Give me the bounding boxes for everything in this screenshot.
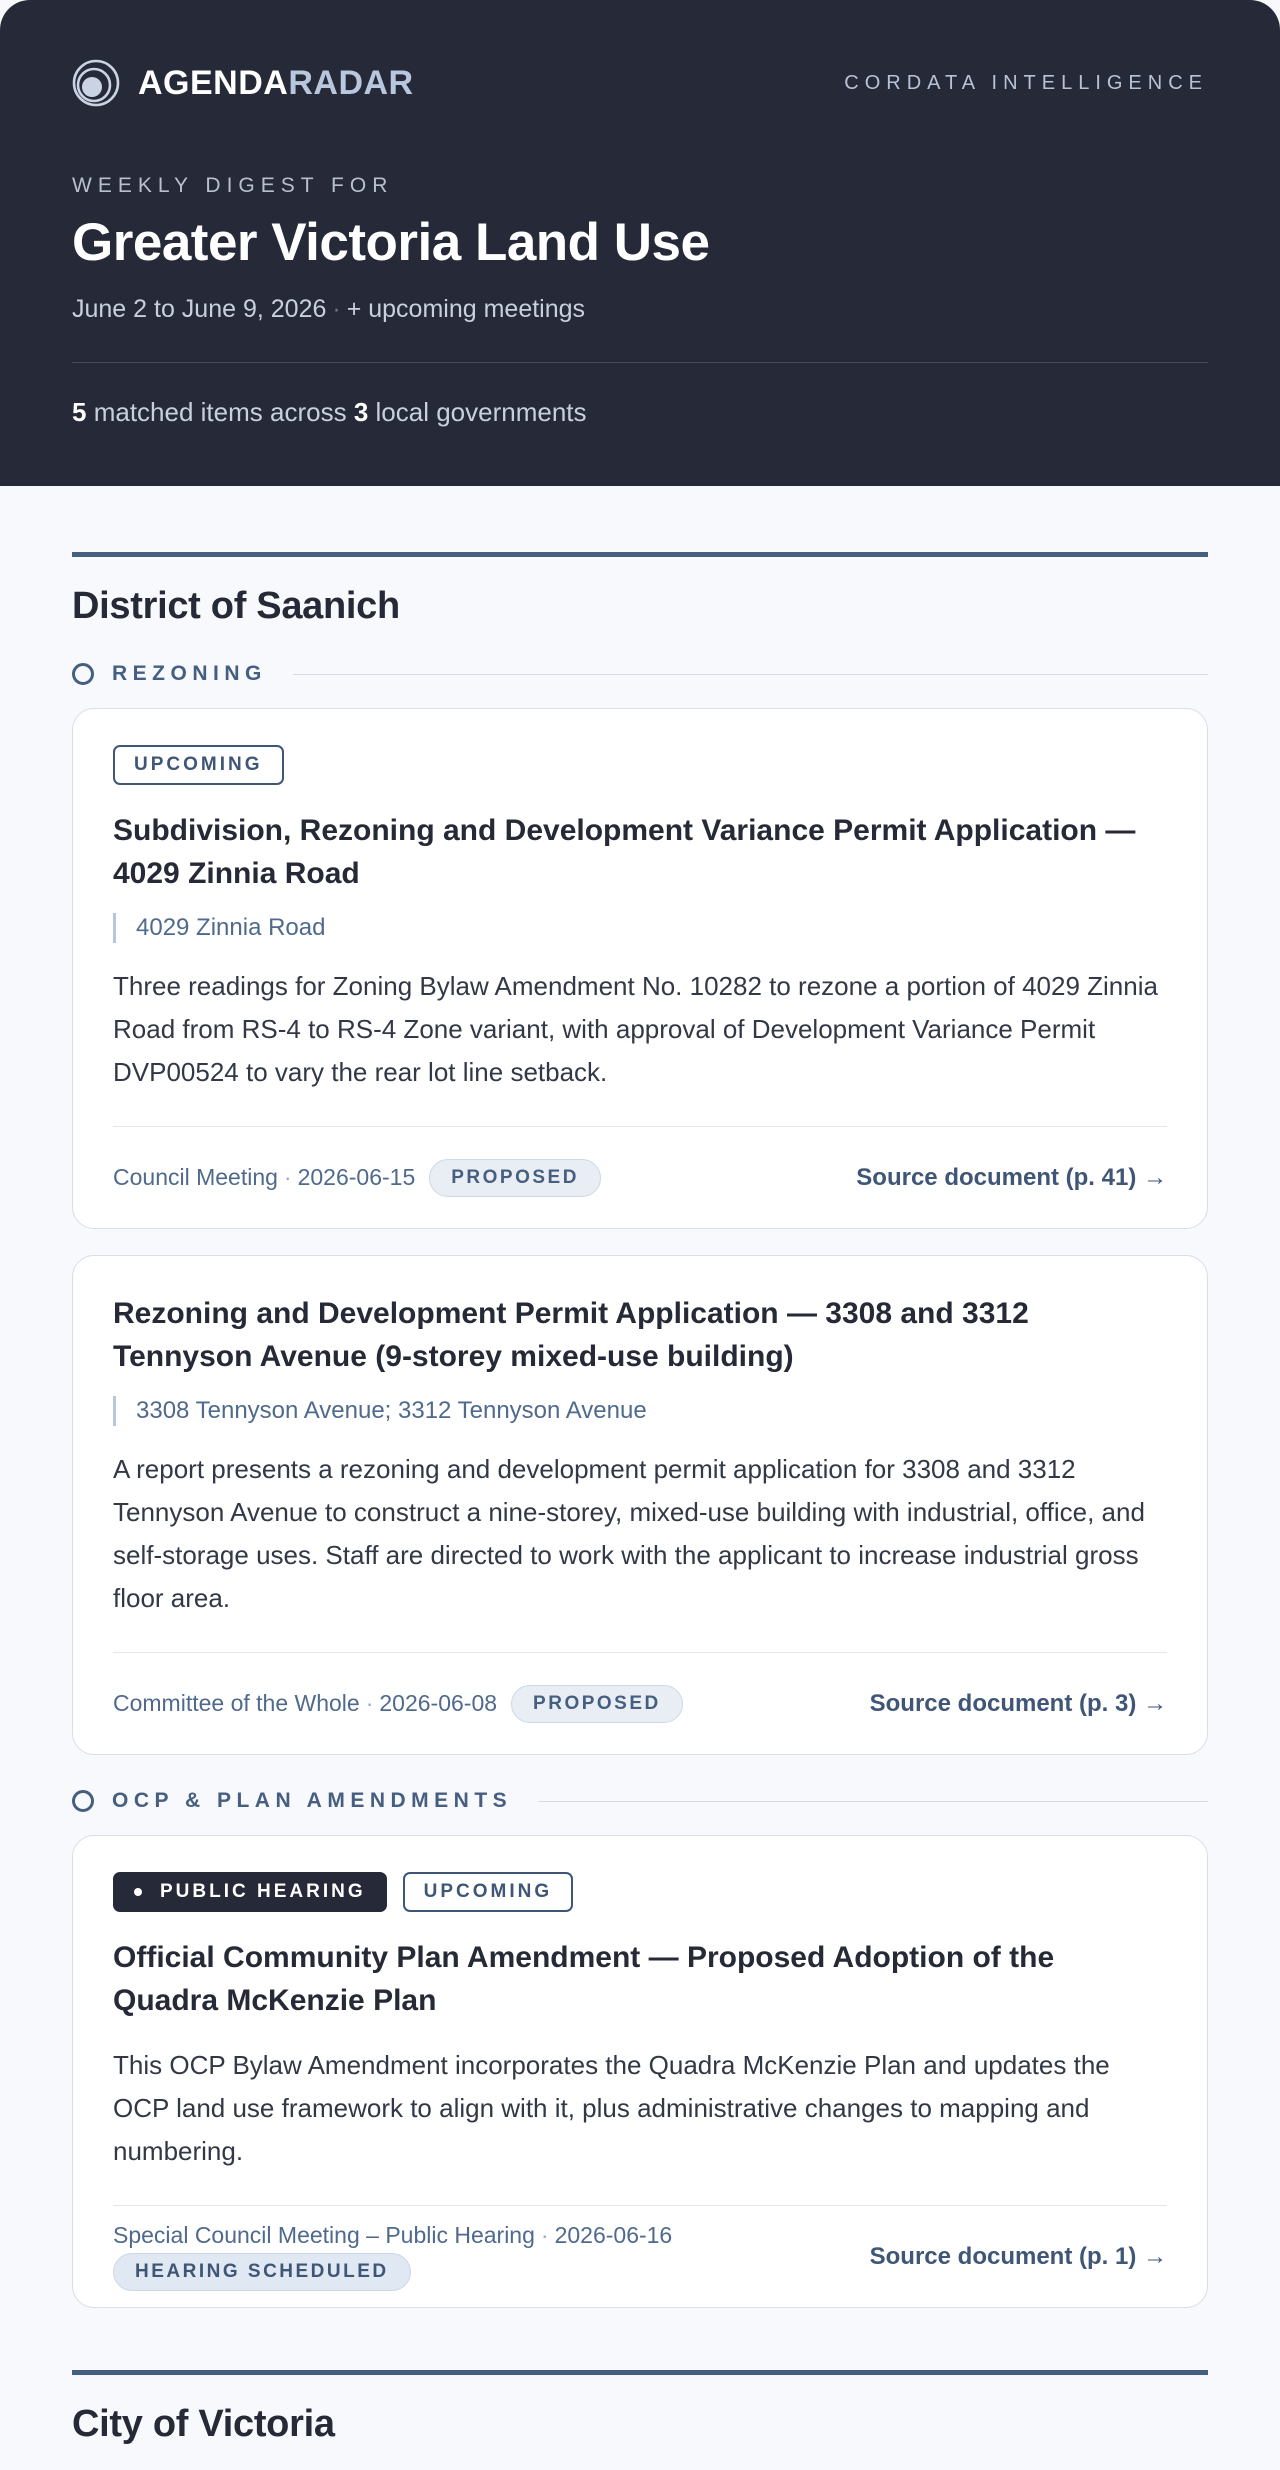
item-description: This OCP Bylaw Amendment incorporates the Quadra McKenzie Plan and updates the OCP land use framework to align with it, plus administrative changes to mapping and numbering.: [113, 2050, 1110, 2166]
category-header: [72, 662, 1208, 686]
meeting-name: Committee of the Whole: [113, 1690, 360, 1716]
item-tags: [113, 1872, 1167, 1912]
radar-logo-icon: [72, 59, 120, 107]
meeting-name: Special Council Meeting – Public Hearing: [113, 2222, 535, 2248]
government-section: [72, 552, 1208, 2308]
item-footer: [113, 1126, 1167, 1228]
government-section: [72, 2370, 1208, 2446]
category-divider: [538, 1801, 1208, 1802]
brand-name: AGENDARADAR: [138, 63, 414, 102]
meeting-date: 2026-06-15: [297, 1164, 416, 1190]
meeting-date: 2026-06-16: [554, 2222, 673, 2248]
public-hearing-tag: PUBLIC HEARING: [113, 1872, 387, 1912]
status-badge: HEARING SCHEDULED: [113, 2253, 411, 2291]
item-footer: [113, 1652, 1167, 1754]
item-title: Rezoning and Development Permit Application — 3308 and 3312 Tennyson Avenue (9-storey mixed-use building): [113, 1297, 1029, 1373]
item-title: Official Community Plan Amendment — Proposed Adoption of the Quadra McKenzie Plan: [113, 1941, 1055, 2017]
upcoming-tag: UPCOMING: [113, 745, 284, 785]
digest-title: Greater Victoria Land Use: [72, 213, 710, 272]
digest-header: [0, 0, 1280, 486]
category-divider: [293, 674, 1208, 675]
item-address: 3308 Tennyson Avenue; 3312 Tennyson Avenue: [113, 1396, 1167, 1426]
category-circle-icon: [72, 1790, 94, 1812]
date-range: June 2 to June 9, 2026 · + upcoming meetings: [72, 295, 586, 323]
item-meta: Council Meeting · 2026-06-15 PROPOSED: [113, 1159, 601, 1197]
source-document-link[interactable]: Source document (p. 1) →: [869, 2242, 1167, 2270]
brand[interactable]: [72, 59, 414, 107]
meeting-name: Council Meeting: [113, 1164, 278, 1190]
source-document-link[interactable]: Source document (p. 41) →: [856, 1163, 1167, 1191]
item-meta: Committee of the Whole · 2026-06-08 PROPOSED: [113, 1685, 683, 1723]
source-document-link[interactable]: Source document (p. 3) →: [869, 1689, 1167, 1717]
item-description: Three readings for Zoning Bylaw Amendment No. 10282 to rezone a portion of 4029 Zinnia Road from RS-4 to RS-4 Zone variant, with approval of Development Variance Permit DVP00524 to vary the rear lot line setback.: [113, 971, 1158, 1087]
agenda-item-card: [72, 1255, 1208, 1755]
category-label: REZONING: [112, 662, 267, 685]
item-tags: [113, 745, 1167, 785]
item-address: 4029 Zinnia Road: [113, 913, 1167, 943]
header-divider: [72, 362, 1208, 363]
org-name: CORDATA INTELLIGENCE: [844, 71, 1208, 94]
upcoming-tag: UPCOMING: [403, 1872, 574, 1912]
match-summary: 5 matched items across 3 local governments: [72, 397, 587, 427]
category-label: OCP & PLAN AMENDMENTS: [112, 1789, 513, 1812]
item-meta: Special Council Meeting – Public Hearing · 2026-06-16 HEARING SCHEDULED: [113, 2222, 672, 2291]
digest-eyebrow: WEEKLY DIGEST FOR: [72, 174, 394, 197]
status-badge: PROPOSED: [429, 1159, 601, 1197]
digest-content: [0, 486, 1280, 2446]
status-badge: PROPOSED: [511, 1685, 683, 1723]
item-title: Subdivision, Rezoning and Development Variance Permit Application — 4029 Zinnia Road: [113, 814, 1136, 890]
agenda-item-card: [72, 1835, 1208, 2308]
bullet-icon: [134, 1888, 142, 1896]
meeting-date: 2026-06-08: [379, 1690, 498, 1716]
agenda-item-card: [72, 708, 1208, 1229]
government-name: District of Saanich: [72, 585, 400, 627]
government-name: City of Victoria: [72, 2403, 335, 2445]
category-header: [72, 1789, 1208, 1813]
category-circle-icon: [72, 663, 94, 685]
item-footer: [113, 2205, 1167, 2307]
item-description: A report presents a rezoning and development permit application for 3308 and 3312 Tennyson Avenue to construct a nine-storey, mixed-use building with industrial, office, and self-storage uses. Staff are directed to work with the applicant to increase industrial gross floor area.: [113, 1454, 1145, 1613]
